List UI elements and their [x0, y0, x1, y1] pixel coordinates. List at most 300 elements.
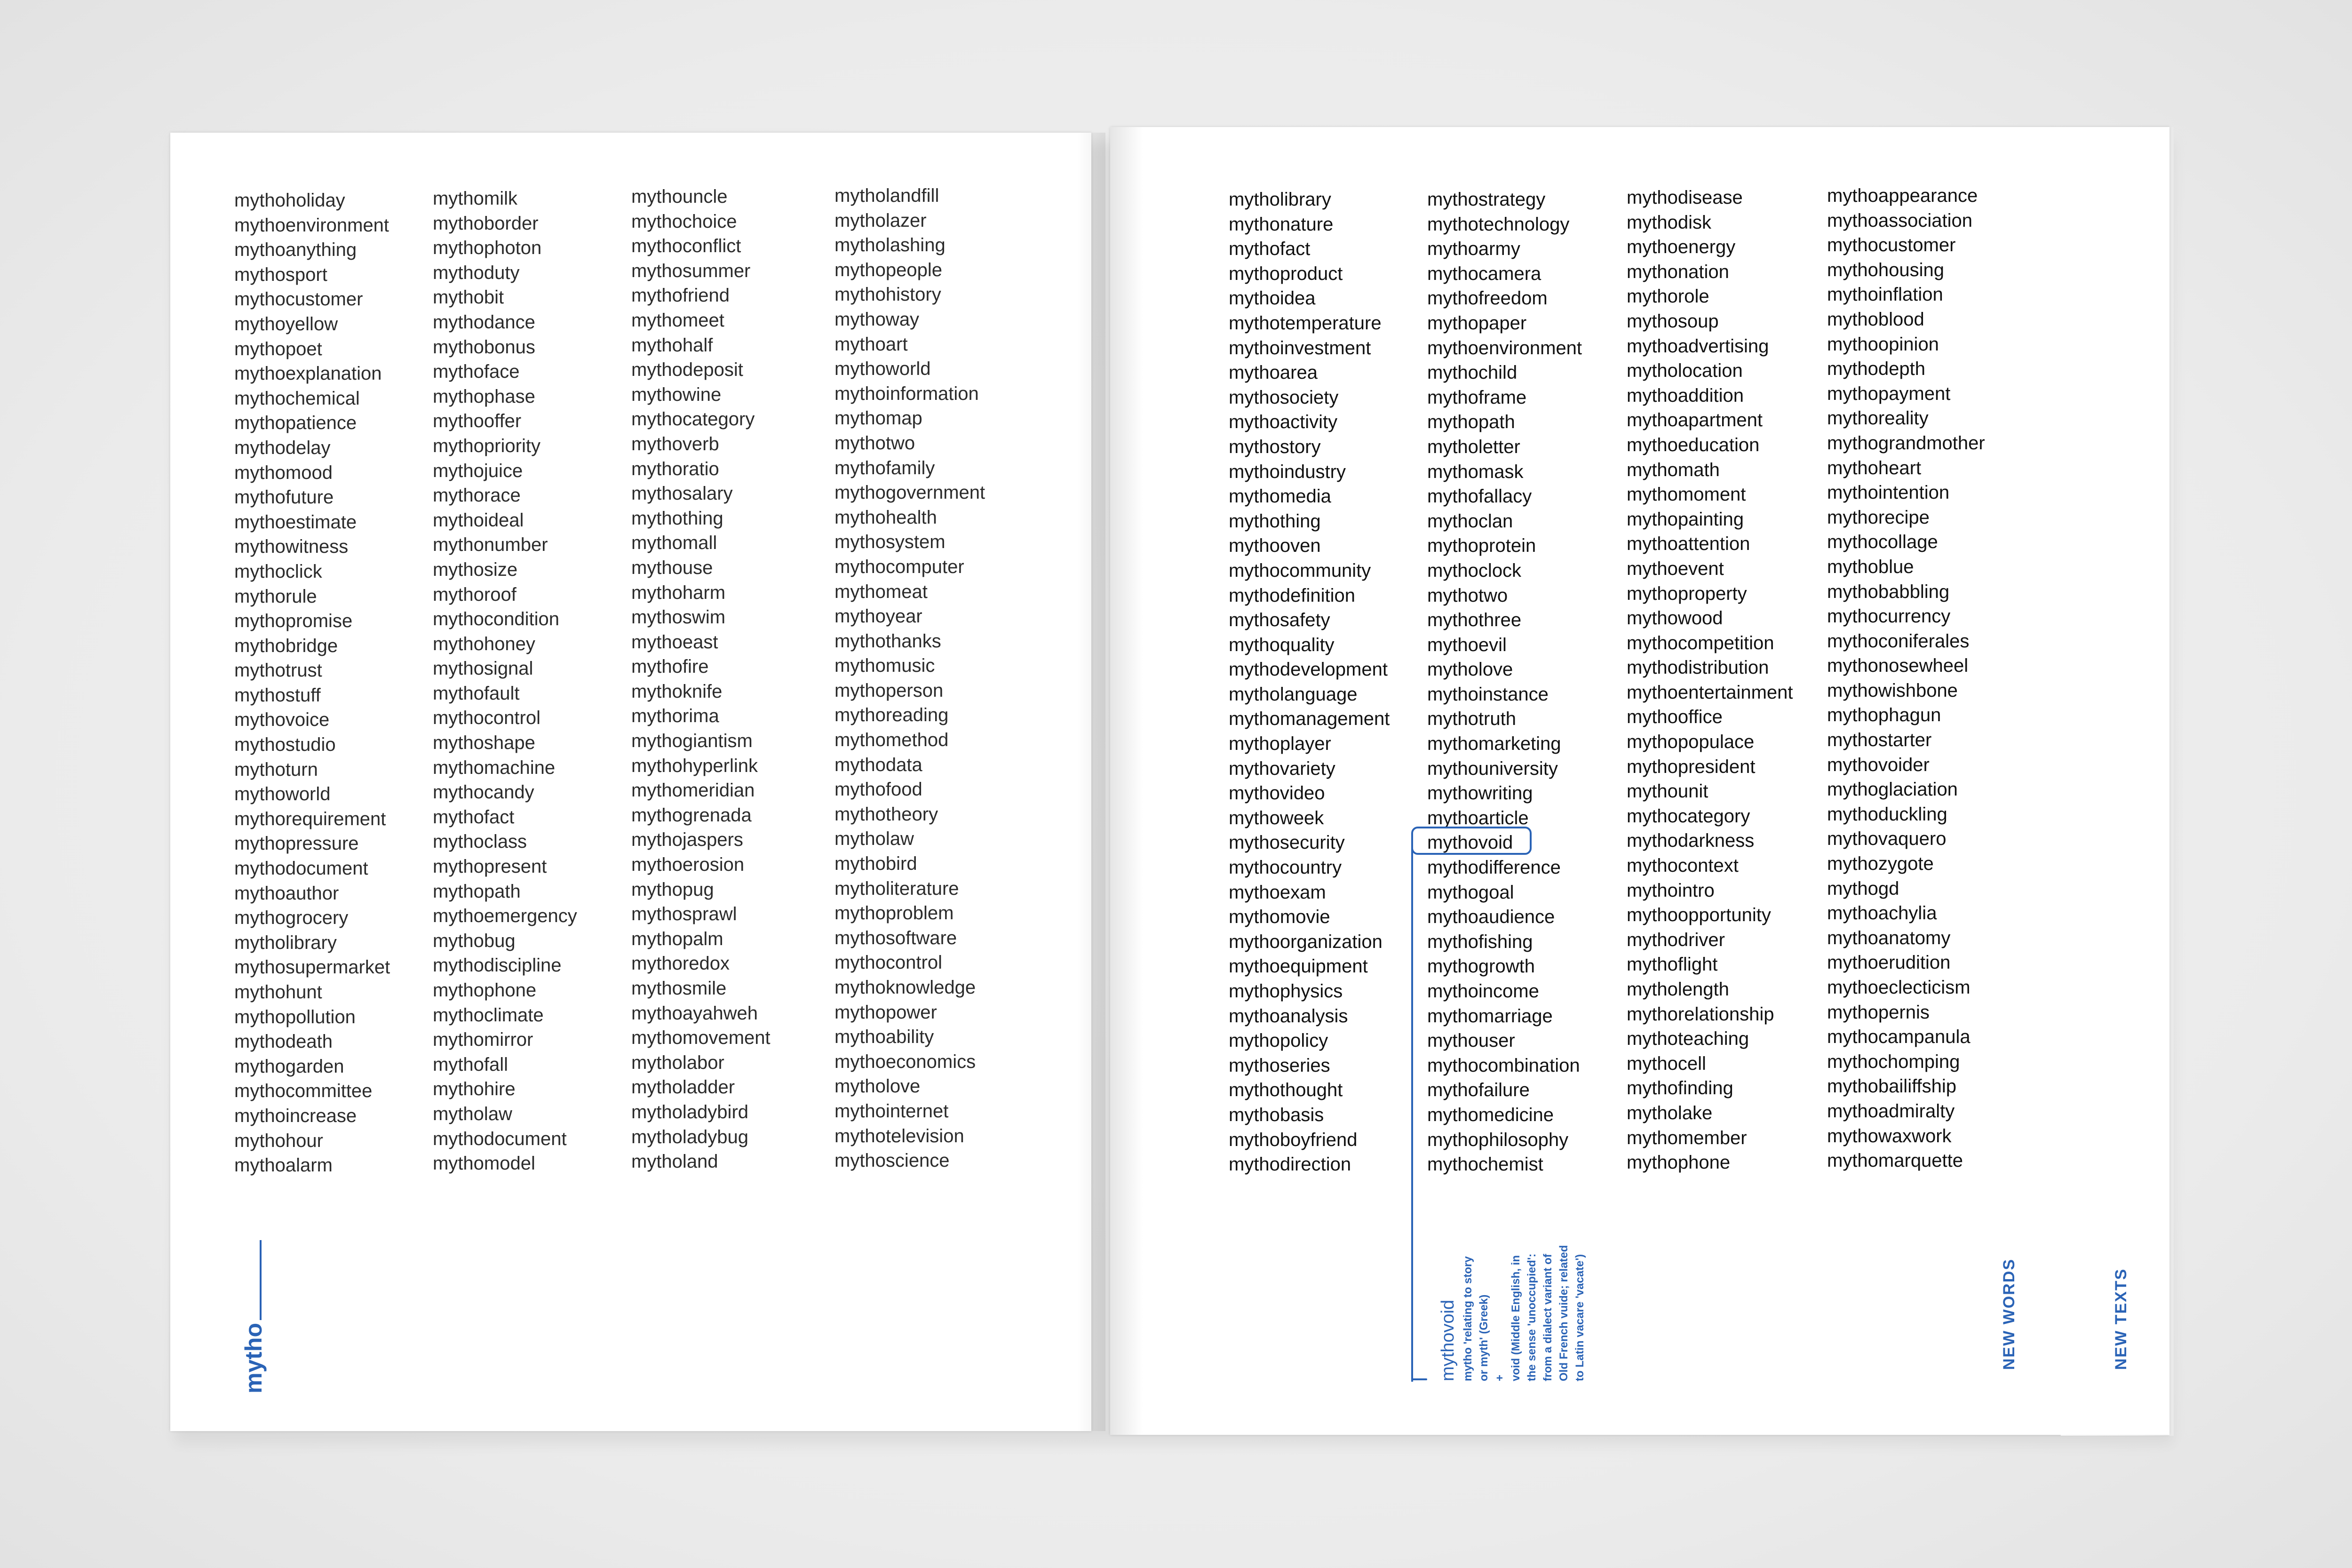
word-item: mythoclock: [1427, 560, 1522, 581]
word-item: mythothing: [1229, 510, 1321, 532]
word-item: mythoturn: [234, 759, 318, 780]
gutter-shadow-left: [1077, 133, 1105, 1431]
word-item: mythoincome: [1427, 981, 1539, 1002]
word-item: mythodevelopment: [1229, 659, 1388, 680]
word-item: mythodiscipline: [433, 955, 562, 976]
word-item: mythoface: [433, 361, 520, 382]
word-item: mythostrategy: [1427, 189, 1546, 210]
word-item: mythomethod: [834, 730, 949, 751]
definition-line: the sense 'unoccupied':: [1526, 1253, 1538, 1381]
word-item: mythoeconomics: [834, 1051, 976, 1072]
word-item: mythotwo: [834, 432, 915, 454]
word-item: mythopug: [631, 879, 714, 900]
word-item: mythosecurity: [1229, 832, 1345, 853]
word-item: mythobailiffship: [1827, 1076, 1956, 1097]
word-item: mythodisease: [1627, 187, 1743, 208]
word-item: mythoestimate: [234, 511, 357, 533]
word-item: mythoratio: [631, 458, 719, 479]
word-item: mythoproblem: [834, 903, 954, 924]
word-item: mythovoider: [1827, 754, 1930, 775]
word-item: mytholazer: [834, 210, 927, 231]
word-item: mythofault: [433, 683, 520, 704]
word-item: mythoexplanation: [234, 363, 382, 384]
word-item: mythoscience: [834, 1150, 950, 1171]
word-item: mythohire: [433, 1079, 516, 1100]
word-item: mythocustomer: [1827, 235, 1956, 256]
word-item: mythoeast: [631, 631, 718, 653]
word-item: mythorima: [631, 706, 719, 727]
word-item: mythotechnology: [1427, 214, 1570, 235]
word-item: mythoholiday: [234, 190, 345, 211]
word-item: mythohour: [234, 1130, 323, 1151]
word-item: mythofinding: [1627, 1078, 1733, 1099]
word-item: mythomedia: [1229, 486, 1331, 507]
word-item: mythofailure: [1427, 1080, 1530, 1101]
definition-headword: mythovoid: [1438, 1299, 1458, 1381]
word-item: mytholaw: [834, 828, 914, 850]
word-item: mythoproperty: [1627, 583, 1747, 604]
word-item: mythooffer: [433, 411, 522, 432]
word-item: mythomeat: [834, 581, 928, 602]
word-item: mythoappearance: [1827, 185, 1978, 206]
word-item: mythopromise: [234, 611, 353, 632]
word-item: mythomeet: [631, 310, 724, 331]
word-item: mythofishing: [1427, 931, 1533, 952]
word-item: mythoframe: [1427, 387, 1527, 408]
word-item: mythothree: [1427, 610, 1522, 631]
word-item: mythomachine: [433, 757, 556, 778]
word-item: mythopresent: [433, 856, 547, 877]
bracket-foot: [1411, 1378, 1427, 1380]
left-column-3: [631, 184, 857, 1174]
word-item: mythoevil: [1427, 634, 1507, 655]
word-item: mythonumber: [433, 534, 548, 556]
word-item: mythopressure: [234, 833, 359, 854]
word-item: mythoadmiralty: [1827, 1100, 1955, 1122]
word-item: mythoblue: [1827, 556, 1914, 577]
word-item: mythounit: [1627, 781, 1708, 802]
word-item: mythoincrease: [234, 1105, 357, 1126]
word-item: mythofallacy: [1427, 486, 1532, 507]
word-item: mythophysics: [1229, 981, 1343, 1002]
word-item: mythointro: [1627, 880, 1715, 901]
word-item: mythodance: [433, 311, 535, 333]
word-item: mythocell: [1627, 1053, 1706, 1074]
word-item: mythodocument: [433, 1128, 567, 1149]
word-item: mythomood: [234, 462, 333, 483]
word-item: mythorequirement: [234, 808, 386, 829]
word-item: mythoinflation: [1827, 284, 1943, 305]
word-item: mythointention: [1827, 482, 1950, 503]
word-item: mythofire: [631, 656, 709, 677]
word-item: mythocamera: [1427, 263, 1542, 284]
left-column-2: [433, 186, 659, 1176]
word-item: mythogrowth: [1427, 956, 1535, 977]
word-item: mythoharm: [631, 582, 726, 603]
word-item: mythobabbling: [1827, 581, 1950, 602]
word-item: mythobonus: [433, 336, 535, 358]
word-item: mythovaquero: [1827, 828, 1947, 850]
section-label: NEW WORDS: [2000, 1258, 2018, 1370]
word-item: mythofuture: [234, 487, 334, 508]
word-item: mythoinvestment: [1229, 337, 1371, 358]
right-column-4: [1827, 183, 2053, 1173]
word-item: mytholand: [631, 1151, 718, 1172]
word-item: mytholadybug: [631, 1126, 749, 1147]
word-item: mythothing: [631, 508, 723, 529]
word-item: mythoconflict: [631, 236, 741, 257]
word-item: mytholetter: [1427, 436, 1520, 457]
word-item: mythoduty: [433, 262, 520, 283]
word-item: mythosummer: [631, 260, 751, 281]
word-item: mythohunt: [234, 982, 322, 1003]
word-item: mythoway: [834, 309, 920, 330]
word-item: mythorole: [1627, 286, 1709, 307]
word-item: mythowood: [1627, 608, 1723, 629]
word-item: mythomeridian: [631, 780, 755, 801]
word-item: mythofamily: [834, 457, 935, 478]
word-item: mythojaspers: [631, 829, 743, 851]
word-item: mythostuff: [234, 685, 321, 706]
right-column-2: [1427, 187, 1653, 1177]
word-item: mythoboyfriend: [1229, 1129, 1358, 1150]
left-column-1: [234, 188, 460, 1178]
word-item: mythopriority: [433, 435, 540, 456]
word-item: mythoflight: [1627, 954, 1718, 975]
word-item: mythomap: [834, 408, 922, 429]
word-item: mythoexam: [1229, 882, 1326, 903]
word-item: mythopresident: [1627, 756, 1756, 777]
word-item: mythogarden: [234, 1056, 344, 1077]
word-item: mythomanagement: [1229, 708, 1390, 730]
word-item: mythoworld: [834, 358, 931, 380]
word-item: mythomarketing: [1427, 733, 1561, 755]
word-item: mythodeposit: [631, 359, 743, 381]
word-item: mythoattention: [1627, 533, 1750, 555]
word-item: mythoreality: [1827, 408, 1929, 429]
word-item: mythoprotein: [1427, 535, 1536, 557]
word-item: mythocontrol: [834, 952, 942, 973]
word-item: mythoart: [834, 334, 908, 355]
word-item: mythoenergy: [1627, 237, 1736, 258]
word-item: mythoclimate: [433, 1004, 544, 1026]
word-item: mythoplayer: [1229, 733, 1331, 755]
word-item: mythoclass: [433, 831, 527, 852]
definition-block: [1438, 1245, 1588, 1381]
word-item: mythograndmother: [1827, 432, 1985, 454]
right-page: [1110, 127, 2169, 1435]
word-item: mythocandy: [433, 782, 534, 803]
word-item: mytholaw: [433, 1103, 512, 1124]
word-item: mythogoal: [1427, 882, 1514, 903]
word-item: mythodelay: [234, 437, 331, 458]
word-item: mythoarmy: [1427, 239, 1520, 260]
word-item: mytholadder: [631, 1077, 735, 1098]
definition-line: from a dialect variant of: [1542, 1254, 1554, 1381]
word-item: mythomovie: [1229, 907, 1330, 928]
word-item: mythogd: [1827, 878, 1899, 899]
word-item: mythomask: [1427, 461, 1524, 482]
word-item: mythoenvironment: [1427, 337, 1582, 358]
word-item: mythonation: [1627, 261, 1729, 282]
word-item: mythoborder: [433, 213, 539, 234]
word-item: mythozygote: [1827, 853, 1934, 875]
word-item: mythoclan: [1427, 510, 1513, 532]
word-item: mythodepth: [1827, 358, 1926, 380]
word-item: mythomath: [1627, 459, 1720, 480]
word-item: mythonature: [1229, 214, 1334, 235]
highlight-box: [1411, 827, 1532, 855]
word-item: mythonosewheel: [1827, 655, 1969, 677]
word-item: mythomoment: [1627, 484, 1746, 505]
word-item: mythouncle: [631, 186, 728, 207]
word-item: mythobasis: [1229, 1104, 1324, 1125]
word-item: mythomall: [631, 533, 717, 554]
word-item: mythodirection: [1229, 1154, 1351, 1175]
word-item: mythorule: [234, 586, 317, 607]
word-item: mythopalm: [631, 928, 723, 949]
word-item: mythomodel: [433, 1153, 535, 1174]
word-item: mythosize: [433, 559, 518, 580]
word-item: mythoyear: [834, 606, 922, 627]
word-item: mythopath: [1427, 412, 1515, 433]
word-item: mythoeclecticism: [1827, 977, 1971, 998]
word-item: mythovoid: [1427, 832, 1513, 853]
definition-line: or myth' (Greek): [1478, 1294, 1490, 1381]
word-item: mythomirror: [433, 1029, 533, 1051]
word-item: mythosoup: [1627, 310, 1719, 332]
word-item: mythoarticle: [1427, 807, 1529, 828]
word-item: mythosoftware: [834, 927, 957, 948]
word-item: mythocategory: [1627, 805, 1750, 827]
word-item: mythomarquette: [1827, 1150, 1963, 1171]
word-item: mythoredox: [631, 953, 730, 974]
word-item: mythodefinition: [1229, 585, 1356, 606]
word-item: mythoworld: [234, 784, 331, 805]
word-item: mythoability: [834, 1027, 934, 1048]
word-item: mythophilosophy: [1427, 1129, 1569, 1150]
word-item: mythomovement: [631, 1027, 771, 1049]
word-item: mythotrust: [234, 660, 322, 681]
word-item: mythowaxwork: [1827, 1125, 1952, 1146]
word-item: mythocountry: [1229, 857, 1342, 878]
word-item: mythomember: [1627, 1127, 1747, 1148]
word-item: mythochemical: [234, 388, 360, 409]
word-item: mythoentertainment: [1627, 682, 1793, 703]
word-item: mythoarea: [1229, 362, 1318, 383]
word-item: mythoopinion: [1827, 334, 1939, 355]
word-item: mythodistribution: [1627, 657, 1769, 678]
word-item: mythofriend: [631, 285, 730, 306]
word-item: mythoalarm: [234, 1155, 333, 1176]
word-item: mythoyellow: [234, 313, 338, 334]
footer-title-text: mytho: [240, 1323, 267, 1393]
word-item: mythorelationship: [1627, 1003, 1774, 1025]
word-item: mythotelevision: [834, 1125, 964, 1146]
word-item: mythoswim: [631, 607, 726, 628]
word-item: mythocollage: [1827, 532, 1938, 553]
word-item: mythocompetition: [1627, 632, 1774, 653]
word-item: mytholibrary: [1229, 189, 1331, 210]
word-item: mythowitness: [234, 536, 349, 557]
word-item: mythofact: [433, 806, 515, 828]
word-item: mythopeople: [834, 259, 943, 280]
word-item: mythocontrol: [433, 708, 540, 729]
word-item: mythotemperature: [1229, 312, 1382, 334]
word-item: mythocontext: [1627, 855, 1739, 876]
word-item: mythoerosion: [631, 854, 745, 876]
word-item: mythofreedom: [1427, 288, 1548, 309]
word-item: mythorecipe: [1827, 507, 1930, 528]
word-item: mythocategory: [631, 409, 755, 430]
word-item: mythochomping: [1827, 1051, 1960, 1072]
word-item: mytholanguage: [1229, 684, 1358, 705]
word-item: mythobug: [433, 930, 516, 951]
word-item: mythoanything: [234, 239, 357, 261]
definition-line: mytho 'relating to story: [1462, 1256, 1474, 1381]
word-item: mythofact: [1229, 239, 1311, 260]
word-item: mythosport: [234, 264, 327, 285]
word-item: mythomarriage: [1427, 1005, 1553, 1027]
word-item: mythogrocery: [234, 907, 349, 929]
word-item: mythophagun: [1827, 705, 1941, 726]
word-item: mythothought: [1229, 1080, 1343, 1101]
word-item: mythocampanula: [1827, 1027, 1971, 1048]
word-item: mythoapartment: [1627, 410, 1763, 431]
word-item: mythopayment: [1827, 383, 1951, 404]
word-item: mythouniversity: [1427, 758, 1558, 779]
word-item: mythoeducation: [1627, 434, 1760, 455]
word-item: mythoopportunity: [1627, 905, 1771, 926]
word-item: mythochemist: [1427, 1154, 1543, 1175]
word-item: mythoassociation: [1827, 210, 1973, 231]
word-item: mythotheory: [834, 804, 938, 825]
word-item: mythodata: [834, 754, 922, 775]
word-item: mythohyperlink: [631, 755, 758, 776]
word-item: mythopolicy: [1229, 1030, 1328, 1051]
word-item: mythoglaciation: [1827, 779, 1958, 800]
word-item: mythoperson: [834, 680, 944, 701]
definition-line: Old French vuide; related: [1557, 1245, 1570, 1381]
word-item: mythosalary: [631, 483, 733, 504]
word-item: mythoinformation: [834, 383, 979, 404]
word-item: mythopath: [433, 881, 521, 902]
word-item: mythoverb: [631, 433, 719, 454]
word-item: mythosystem: [834, 532, 946, 553]
edge-label: NEW TEXTS: [2112, 1268, 2130, 1370]
word-item: mythoindustry: [1229, 461, 1346, 482]
word-item: mytholength: [1627, 979, 1729, 1000]
word-item: mythocommittee: [234, 1081, 373, 1102]
word-item: mythoorganization: [1229, 931, 1383, 952]
word-item: mythosociety: [1229, 387, 1339, 408]
word-item: mythowine: [631, 384, 722, 405]
right-column-3: [1627, 185, 1852, 1175]
word-item: mythoproduct: [1229, 263, 1343, 284]
word-item: mythosafety: [1229, 610, 1330, 631]
word-item: mythopainting: [1627, 509, 1744, 530]
word-item: mythohalf: [631, 334, 713, 356]
word-item: mythobridge: [234, 635, 338, 656]
word-item: mythoactivity: [1229, 412, 1338, 433]
word-item: mytholocation: [1627, 360, 1743, 382]
word-item: mythoauthor: [234, 883, 339, 904]
word-item: mythosupermarket: [234, 957, 390, 978]
word-item: mythocustomer: [234, 289, 363, 310]
definition-line: to Latin vacare 'vacate'): [1573, 1254, 1586, 1381]
word-item: mythomilk: [433, 188, 518, 209]
word-item: mythovariety: [1229, 758, 1335, 779]
word-item: mytholabor: [631, 1052, 724, 1073]
footer-rule: [260, 1240, 262, 1320]
definition-line: +: [1494, 1374, 1506, 1381]
word-item: mythoquality: [1229, 634, 1335, 655]
word-item: mythohousing: [1827, 259, 1945, 280]
word-item: mythoevent: [1627, 558, 1724, 579]
word-item: mythocomputer: [834, 556, 964, 577]
word-item: mythophone: [1627, 1152, 1731, 1173]
word-item: mythoshape: [433, 732, 535, 754]
word-item: mythogovernment: [834, 482, 985, 503]
word-item: mythoheart: [1827, 457, 1922, 478]
word-item: mythoreading: [834, 705, 949, 726]
word-item: mythosprawl: [631, 904, 737, 925]
word-item: mytholiterature: [834, 878, 959, 899]
word-item: mythofall: [433, 1054, 509, 1075]
word-item: mythomusic: [834, 655, 935, 677]
word-item: mythosignal: [433, 658, 533, 679]
word-item: mythovoice: [234, 709, 330, 731]
definition-line: void (Middle English, in: [1510, 1255, 1522, 1381]
word-item: mythodeath: [234, 1031, 333, 1052]
word-item: mythocurrency: [1827, 606, 1951, 627]
right-column-1: [1229, 187, 1454, 1177]
word-item: mythotwo: [1427, 585, 1508, 606]
word-item: mythodisk: [1627, 212, 1712, 233]
word-item: mythopaper: [1427, 312, 1527, 334]
word-item: mytholadybird: [631, 1101, 749, 1122]
word-item: mythodifference: [1427, 857, 1561, 878]
left-page: [170, 133, 1091, 1431]
word-item: mythostarter: [1827, 730, 1932, 751]
word-item: mythoknowledge: [834, 977, 976, 998]
word-item: mythogrenada: [631, 804, 752, 826]
left-column-4: [834, 183, 1060, 1173]
word-item: mythophase: [433, 386, 535, 407]
word-item: mythovideo: [1229, 783, 1325, 804]
word-item: mythouse: [631, 557, 713, 578]
word-item: mythocondition: [433, 609, 560, 630]
word-item: mythophone: [433, 980, 537, 1001]
word-item: mythothanks: [834, 630, 941, 652]
word-item: mythostudio: [234, 734, 336, 756]
word-item: mythofood: [834, 779, 922, 800]
word-item: mythorace: [433, 485, 521, 506]
word-item: mythodarkness: [1627, 830, 1755, 852]
word-item: mytholove: [1427, 659, 1513, 680]
word-item: mythointernet: [834, 1100, 949, 1122]
word-item: mythoinstance: [1427, 684, 1549, 705]
bracket-line: [1411, 841, 1413, 1382]
word-item: mythoanalysis: [1229, 1005, 1348, 1027]
word-item: mythoaudience: [1427, 907, 1555, 928]
word-item: mythoideal: [433, 509, 524, 531]
word-item: mythoaddition: [1627, 385, 1744, 406]
word-item: mythojuice: [433, 460, 523, 481]
word-item: mythotruth: [1427, 708, 1516, 730]
word-item: mythomedicine: [1427, 1104, 1554, 1125]
word-item: mythoweek: [1229, 807, 1324, 828]
